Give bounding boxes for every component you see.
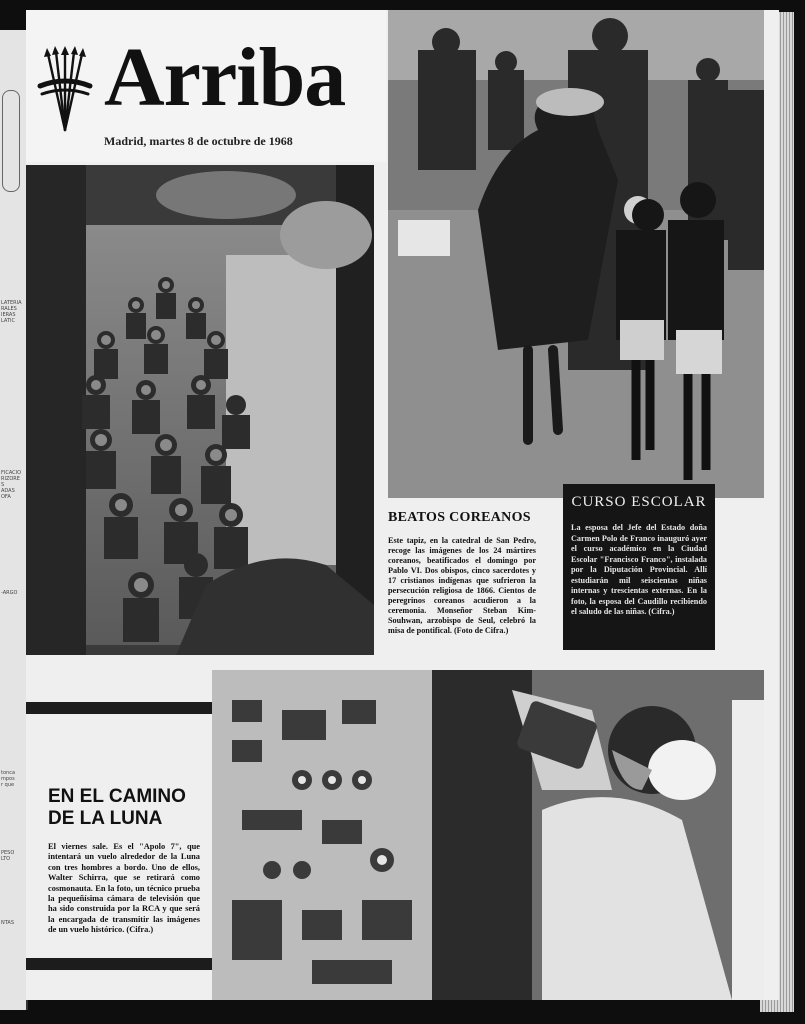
yoke-and-arrows-emblem-icon xyxy=(36,46,94,136)
previous-page-ornament xyxy=(2,90,20,192)
previous-page-edge xyxy=(0,30,28,1010)
previous-page-text-fragment: -ARGO xyxy=(1,590,18,596)
camino-luna-article xyxy=(48,786,200,936)
tv-camera-technician-photo xyxy=(212,670,764,1000)
previous-page-text-fragment: PESO LTO xyxy=(1,850,15,862)
school-inauguration-photo xyxy=(388,10,764,498)
beatos-coreanos-article xyxy=(388,510,536,636)
previous-page-text-fragment: tonca mpos r que xyxy=(1,770,16,788)
newspaper-page xyxy=(26,10,779,1000)
tapestry-photo xyxy=(26,165,374,655)
dateline: Madrid, martes 8 de octubre de 1968 xyxy=(104,134,293,148)
luna-headline: EN EL CAMINO DE LA LUNA xyxy=(48,786,186,829)
newspaper-title: Arriba xyxy=(104,31,346,124)
luna-body: El viernes sale. Es el "Apolo 7", que intentará un vuelo alrededor de la Luna con tres hombres a bordo. Uno de ellos, Walter Schirra, que se retirará como cosmonauta. En la foto, un técnico prueba la pequeñísima cámara de televisión que ha sido construida por la RCA y que será la encargada de transmitir las imágenes de un vuelo histórico. (Cifra.) xyxy=(48,842,200,935)
section-rule-bottom xyxy=(26,958,212,970)
curso-escolar-article xyxy=(563,484,715,650)
masthead xyxy=(26,10,386,162)
section-rule-top xyxy=(26,702,212,714)
previous-page-text-fragment: NTAS xyxy=(1,920,15,926)
curso-body: La esposa del Jefe del Estado doña Carmen Polo de Franco inauguró ayer el curso académico en la Ciudad Escolar "Francisco Franco", instalada por la Diputación Provincial. Allí estudiarán mil seiscientas niñas internas y trescientas externas. En la foto, la esposa del Caudillo recibiendo el saludo de las niñas. (Cifra.) xyxy=(571,523,707,616)
beatos-body: Este tapiz, en la catedral de San Pedro, recoge las imágenes de los 24 mártires coreanos, beatificados el domingo por Pablo VI. Dos obispos, cinco sacerdotes y 17 cristianos indígenas que sufrieron la persecución religiosa de 1866. Cientos de peregrinos coreanos acudieron a la ceremonia. Monseñor Steban Kim-Souhwan, arzobispo de Seul, celebró la misa de pontifical. (Foto de Cifra.) xyxy=(388,536,536,635)
previous-page-text-fragment: FICACIO RIZORES ADAS OFA xyxy=(1,470,22,500)
previous-page-text-fragment: LATERIA RALES IERAS LATIC xyxy=(1,300,22,324)
curso-headline: CURSO ESCOLAR xyxy=(571,494,707,510)
beatos-headline: BEATOS COREANOS xyxy=(388,510,531,525)
